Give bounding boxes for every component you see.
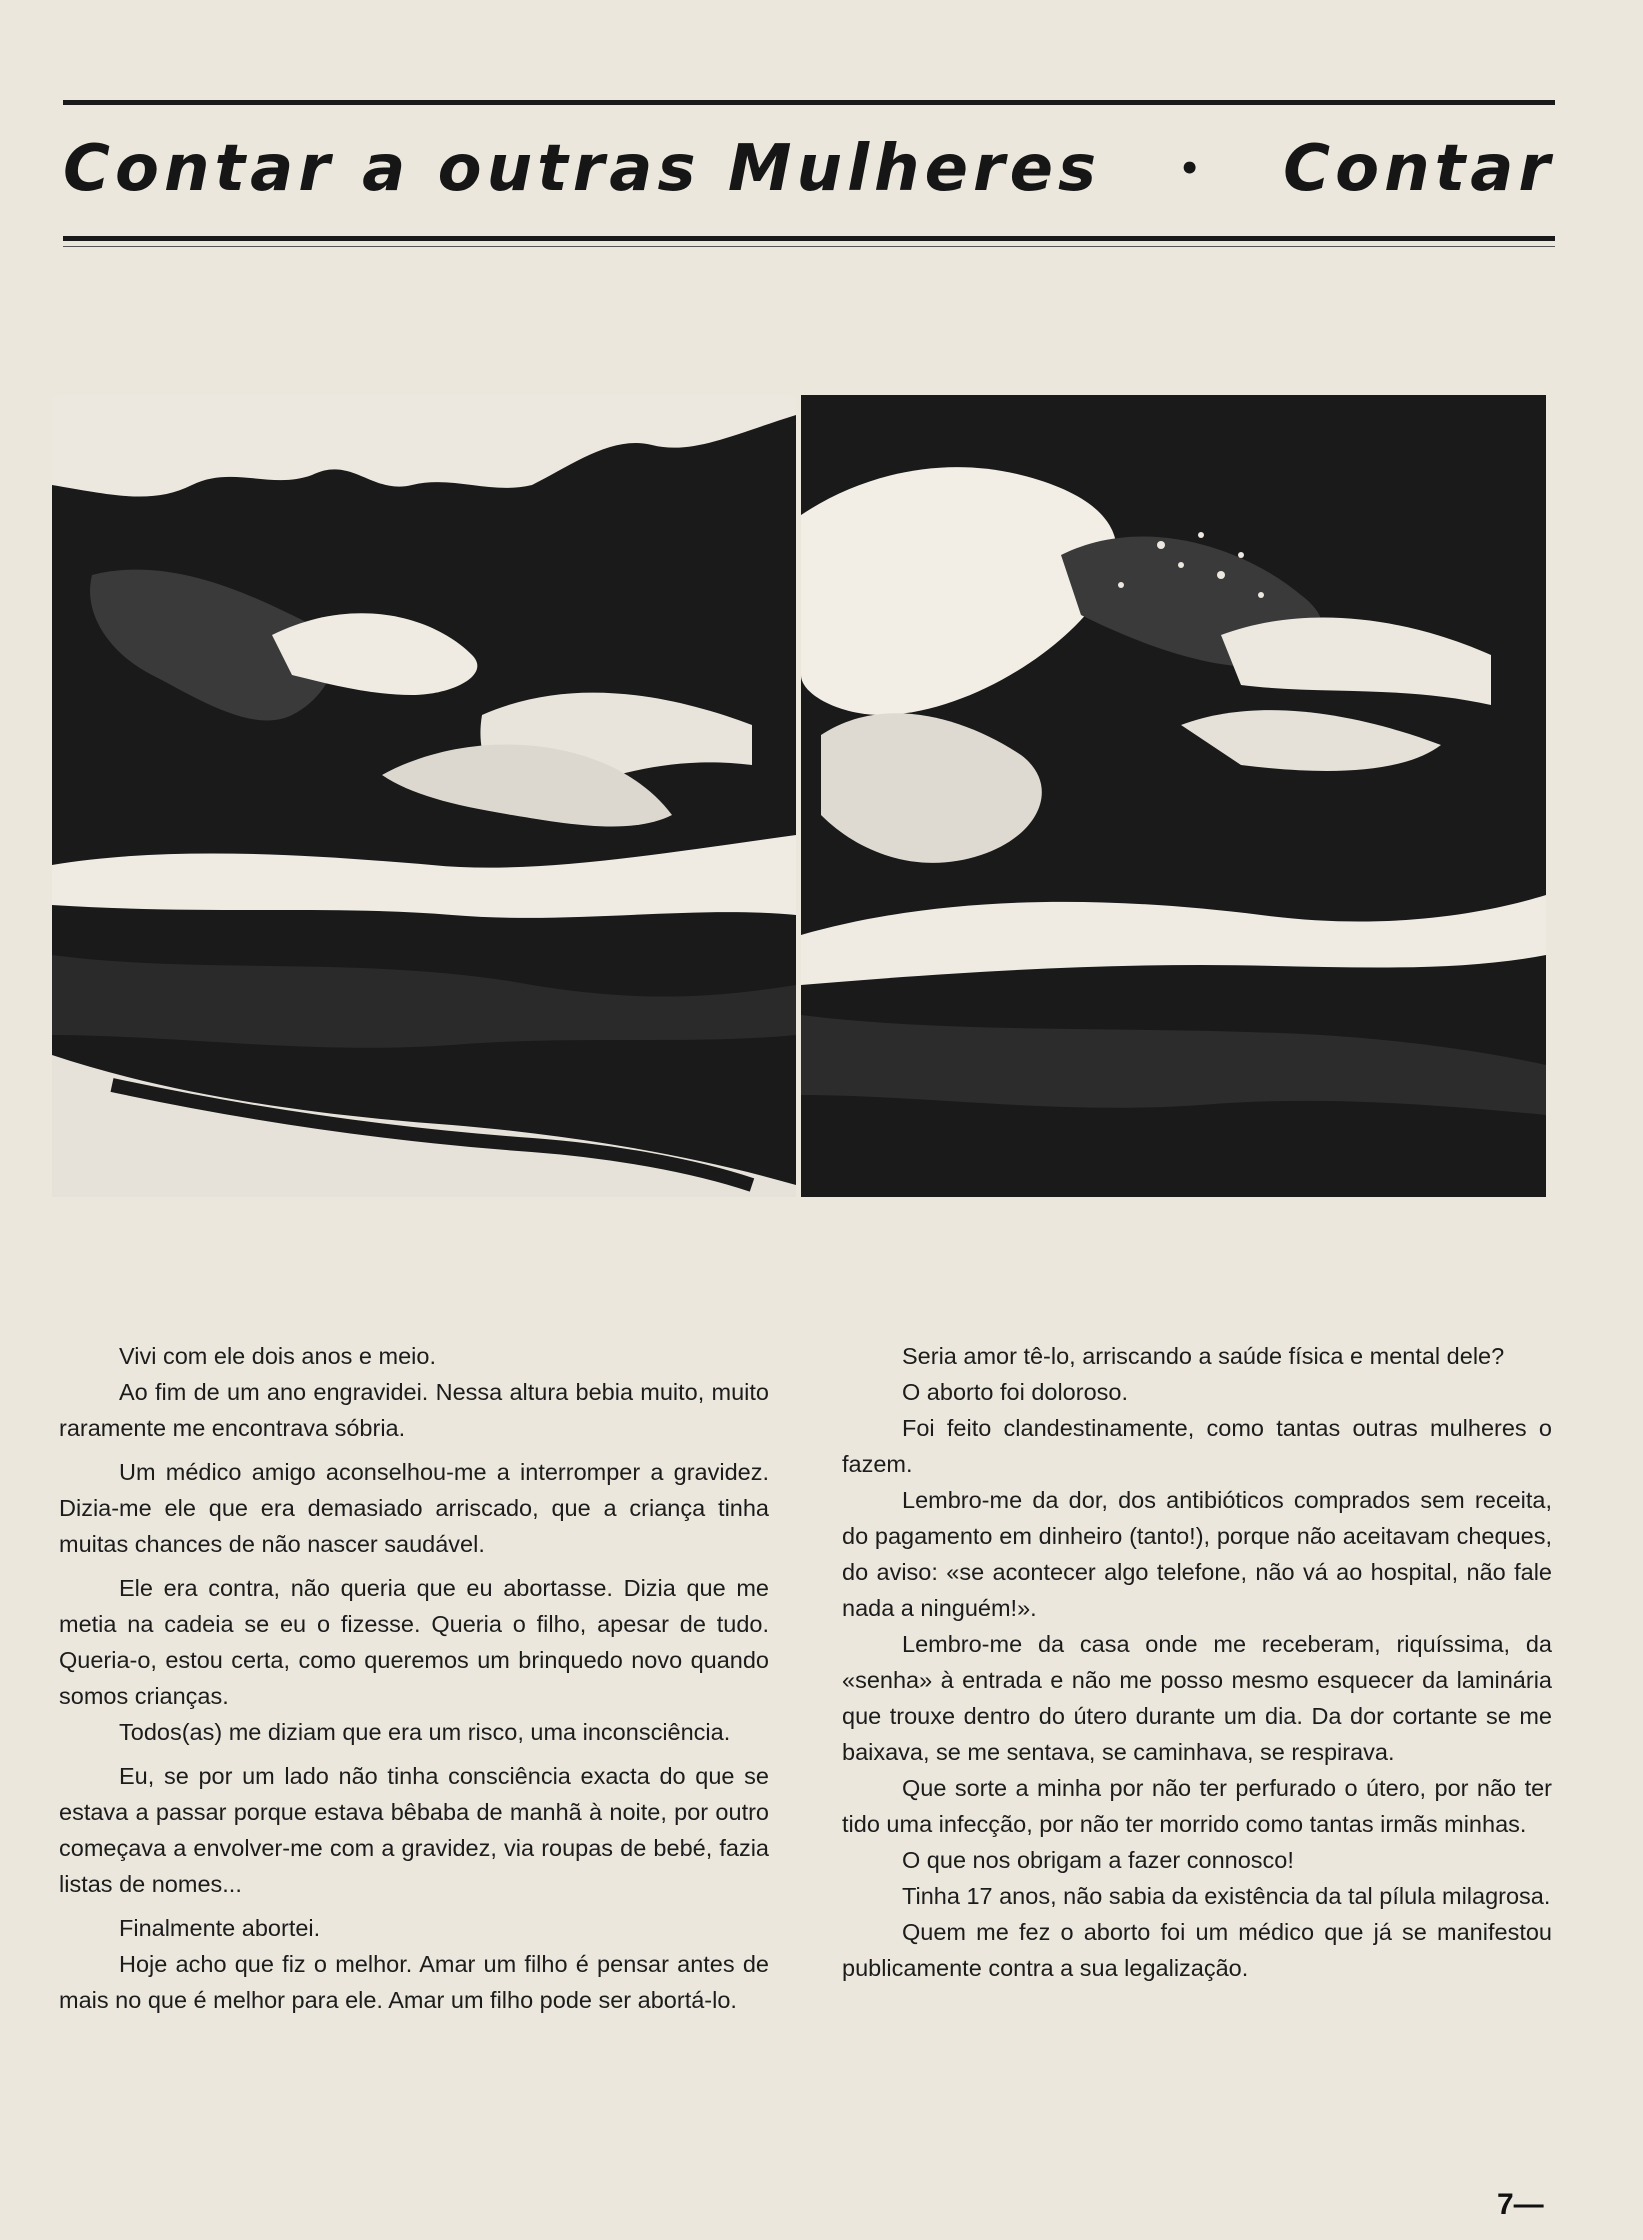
header-thin-rule: [63, 246, 1555, 247]
title-right: Contar: [1283, 132, 1555, 206]
right-paragraph: Lembro-me da casa onde me receberam, riquíssima, da «senha» à entrada e não me posso mesmo esquecer da laminária que trouxe dentro do útero durante um dia. Da dor cortante se me baixava, se me sentava, se caminhava, se respirava.: [842, 1631, 1552, 1765]
left-paragraph: Eu, se por um lado não tinha consciência exacta do que se estava a passar porque estava bêbaba de manhã à noite, por outro começava a envolver-me com a gravidez, via roupas de bebé, fazia listas de nomes...: [59, 1763, 769, 1897]
right-text-column: [842, 1338, 1552, 1986]
page-number: 7—: [1497, 2188, 1544, 2221]
left-paragraph: Um médico amigo aconselhou-me a interromper a gravidez. Dizia-me ele que era demasiado arriscado, que a criança tinha muitas chances de não nascer saudável.: [59, 1459, 769, 1557]
title-left: Contar a outras Mulheres: [63, 132, 1102, 206]
right-paragraph: O aborto foi doloroso.: [902, 1379, 1128, 1405]
left-paragraph: Ele era contra, não queria que eu abortasse. Dizia que me metia na cadeia se eu o fizesse. Queria o filho, apesar de tudo. Queria-o, estou certa, como queremos um brinquedo novo quando somos crianças.: [59, 1575, 769, 1709]
left-paragraph: Vivi com ele dois anos e meio.: [119, 1343, 436, 1369]
right-paragraph: O que nos obrigam a fazer connosco!: [902, 1847, 1294, 1873]
left-text-column: [59, 1338, 769, 2018]
title-separator: •: [1178, 149, 1206, 189]
left-paragraph: Finalmente abortei.: [119, 1915, 321, 1941]
right-paragraph: Que sorte a minha por não ter perfurado o útero, por não ter tido uma infecção, por não ter morrido como tantas irmãs minhas.: [842, 1775, 1552, 1837]
right-paragraph: Tinha 17 anos, não sabia da existência da tal pílula milagrosa.: [902, 1883, 1551, 1909]
left-paragraph: Todos(as) me diziam que era um risco, uma inconsciência.: [119, 1719, 731, 1745]
right-paragraph: Foi feito clandestinamente, como tantas outras mulheres o fazem.: [842, 1415, 1552, 1477]
right-paragraph: Seria amor tê-lo, arriscando a saúde física e mental dele?: [902, 1343, 1505, 1369]
header-bottom-rule: [63, 236, 1555, 241]
photo-right-landscape: [801, 395, 1546, 1197]
left-paragraph: Hoje acho que fiz o melhor. Amar um filho é pensar antes de mais no que é melhor para ele. Amar um filho pode ser abortá-lo.: [59, 1951, 769, 2013]
page-title: [63, 132, 1555, 206]
right-paragraph: Lembro-me da dor, dos antibióticos comprados sem receita, do pagamento em dinheiro (tanto!), porque não aceitavam cheques, do aviso: «se acontecer algo telefone, não vá ao hospital, não fale nada a ninguém!».: [842, 1487, 1552, 1621]
left-paragraph: Ao fim de um ano engravidei. Nessa altura bebia muito, muito raramente me encontrava sóbria.: [59, 1379, 769, 1441]
header-top-rule: [63, 100, 1555, 105]
right-paragraph: Quem me fez o aborto foi um médico que já se manifestou publicamente contra a sua legalização.: [842, 1919, 1552, 1981]
photo-left-landscape: [52, 395, 796, 1197]
